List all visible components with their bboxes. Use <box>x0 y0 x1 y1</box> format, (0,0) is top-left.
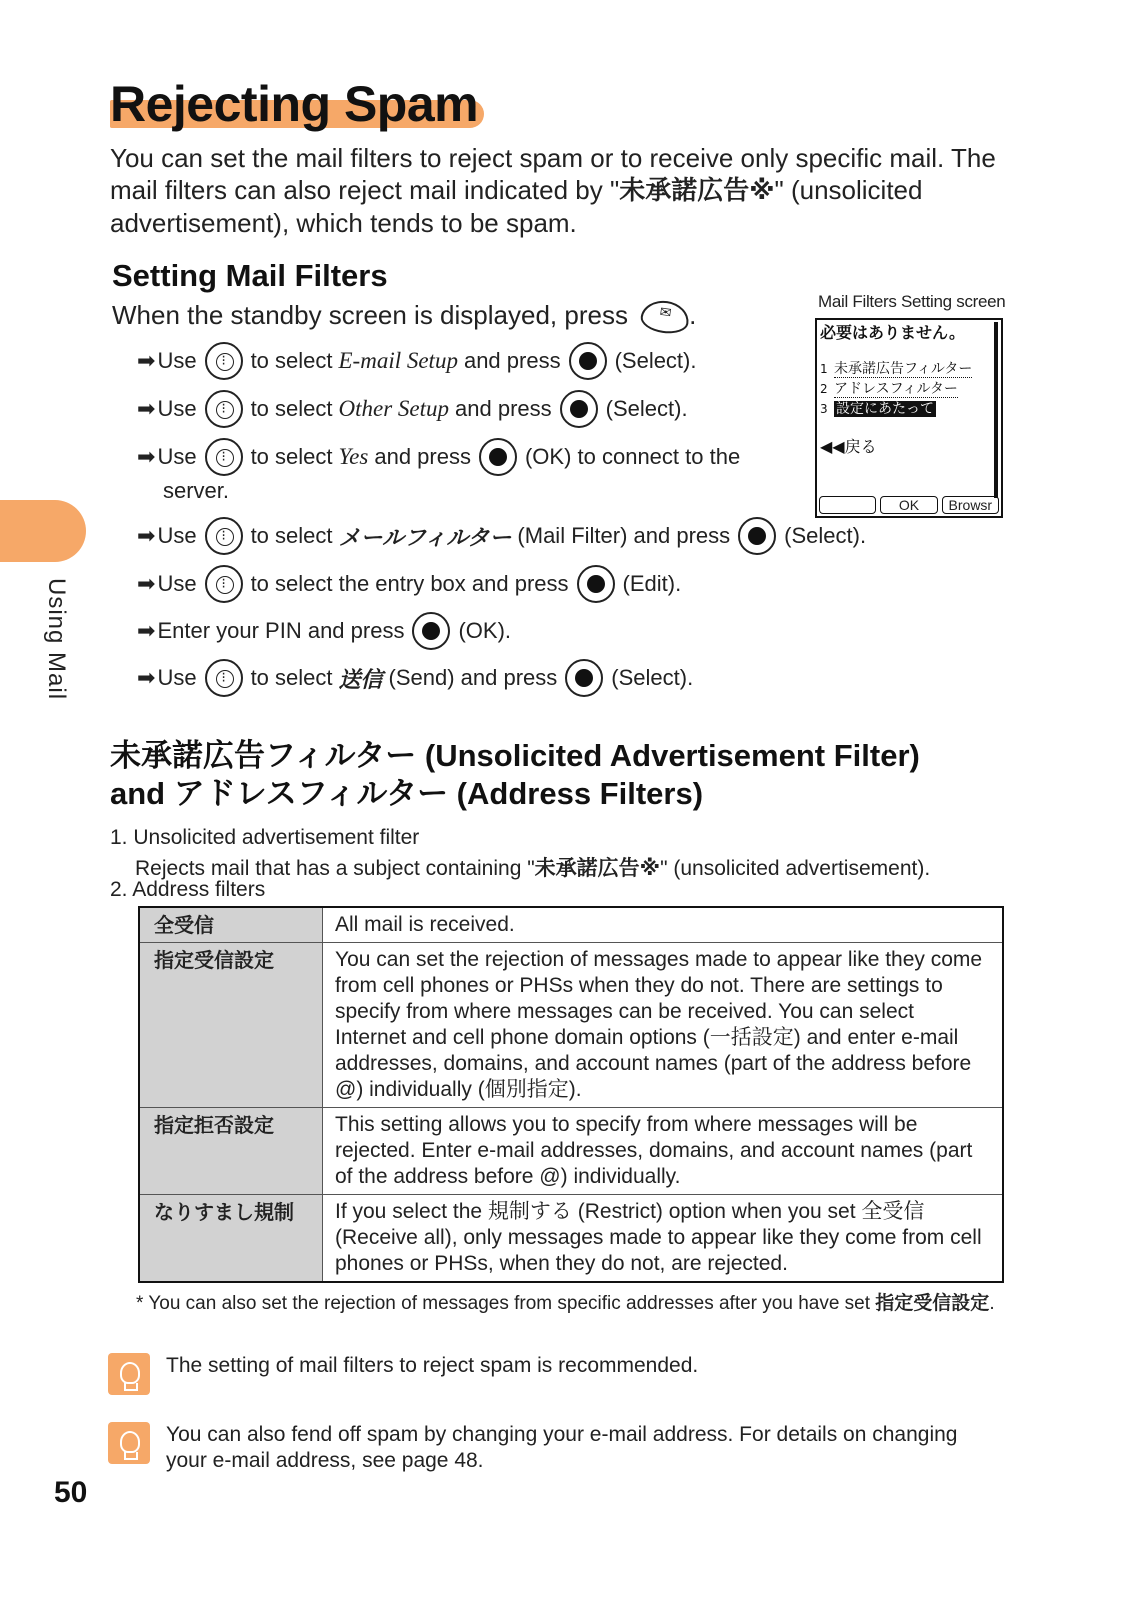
step-text: Use <box>157 571 197 596</box>
step-key-action: (Edit). <box>622 571 682 596</box>
step-4 <box>137 517 866 555</box>
table-value: All mail is received. <box>323 907 1004 943</box>
table-value: You can set the rejection of messages made to appear like they come from cell phones or PHSs when they do not. There are settings to specify from where messages can be received. You can select Internet and cell phone domain options (一括設定) and enter e-mail addresses, domains, and account names (part of the address before @) individually (個別指定). <box>323 943 1004 1108</box>
tip-text: You can also fend off spam by changing your e-mail address. For details on changing your e-mail address, see page 48. <box>166 1423 958 1472</box>
step-key-action: (Select). <box>611 665 694 690</box>
table-key: 指定拒否設定 <box>139 1108 323 1195</box>
center-key-icon <box>577 565 615 603</box>
step-text: to select <box>250 444 333 469</box>
arrow-right-icon: ➡ <box>137 348 156 374</box>
arrow-right-icon: ➡ <box>137 444 156 470</box>
step-text: (Send) and press <box>388 665 558 690</box>
section-heading-line-2: and アドレスフィルター (Address Filters) <box>110 776 704 811</box>
intro-kanji: 未承諾広告※ <box>619 176 775 206</box>
step-text: to select <box>250 665 333 690</box>
arrow-right-icon: ➡ <box>137 665 156 691</box>
screen-scrollbar <box>994 322 998 498</box>
table-key: 指定受信設定 <box>139 943 323 1108</box>
lightbulb-icon <box>108 1353 150 1395</box>
softkey-center: OK <box>880 496 937 514</box>
standby-instruction <box>112 300 696 333</box>
screen-header: 必要はありません。 <box>820 323 965 342</box>
step-text: Use <box>157 523 197 548</box>
step-text: (Mail Filter) and press <box>517 523 731 548</box>
step-text: to select <box>250 523 333 548</box>
step-text: and press <box>374 444 471 469</box>
center-key-icon <box>412 612 450 650</box>
lightbulb-icon <box>108 1422 150 1464</box>
screen-caption: Mail Filters Setting screen <box>818 292 1006 311</box>
section-heading-line-1: 未承諾広告フィルター (Unsolicited Advertisement Filter) <box>110 738 920 773</box>
page-title: Rejecting Spam <box>110 76 479 132</box>
page-number: 50 <box>54 1476 88 1509</box>
step-1 <box>137 342 697 380</box>
menu-item-name: E-mail Setup <box>338 348 458 373</box>
intro-paragraph <box>110 142 1030 239</box>
menu-item-name: 送信 <box>338 667 383 693</box>
step-key-action: (Select). <box>614 348 697 373</box>
list-item-1-title: 1. Unsolicited advertisement filter <box>110 826 420 849</box>
center-key-icon <box>560 390 598 428</box>
step-text: Use <box>157 348 197 373</box>
section-heading-setting-mail-filters: Setting Mail Filters <box>112 258 388 293</box>
intro-text-1: You can set the mail filters to reject spam or to receive only specific mail. The mail filters can also reject mail indicated by " <box>110 143 996 205</box>
menu-item-name: Yes <box>338 444 369 469</box>
tip-text: The setting of mail filters to reject spam is recommended. <box>166 1354 699 1377</box>
step-text: Use <box>157 444 197 469</box>
nav-key-icon <box>205 565 243 603</box>
mail-key-icon <box>639 298 691 336</box>
step-7 <box>137 659 693 697</box>
step-key-action: (Select). <box>784 523 867 548</box>
arrow-right-icon: ➡ <box>137 523 156 549</box>
section-heading-filters <box>110 737 1010 813</box>
step-text: Enter your PIN and press <box>157 618 405 643</box>
softkey-left <box>819 496 876 514</box>
chapter-tab <box>0 500 86 562</box>
menu-item-name: Other Setup <box>338 396 450 421</box>
step-text: and press <box>463 348 561 373</box>
step-key-action: (OK). <box>458 618 512 643</box>
nav-key-icon <box>205 438 243 476</box>
arrow-right-icon: ➡ <box>137 571 156 597</box>
standby-text: When the standby screen is displayed, press <box>112 300 628 330</box>
list-item-1-body: Rejects mail that has a subject containing "未承諾広告※" (unsolicited advertisement). <box>135 856 931 880</box>
arrow-right-icon: ➡ <box>137 618 156 644</box>
table-row <box>139 1108 1003 1195</box>
menu-item-name: メールフィルター <box>338 525 512 551</box>
step-text: to select the entry box and press <box>250 571 569 596</box>
standby-period: . <box>689 300 697 330</box>
screen-item-2: 2 アドレスフィルター <box>820 381 958 397</box>
nav-key-icon <box>205 342 243 380</box>
phone-screen <box>815 318 1003 518</box>
center-key-icon <box>738 517 776 555</box>
softkey-right: Browsr <box>942 496 999 514</box>
step-2 <box>137 390 688 428</box>
table-value: This setting allows you to specify from where messages will be rejected. Enter e-mail addresses, domains, and account names (part of the address before @) individually. <box>323 1108 1004 1195</box>
center-key-icon <box>569 342 607 380</box>
table-row <box>139 907 1003 943</box>
table-key: 全受信 <box>139 907 323 943</box>
arrow-right-icon: ➡ <box>137 396 156 422</box>
screen-item-1: 1 未承諾広告フィルター <box>820 361 973 377</box>
screen-item-3: 3 設定にあたって <box>820 401 934 417</box>
table-key: なりすまし規制 <box>139 1195 323 1283</box>
step-6 <box>137 612 511 650</box>
step-key-action: (OK) to connect to the <box>524 444 741 469</box>
step-3-continuation: server. <box>163 478 230 503</box>
step-5 <box>137 565 681 603</box>
step-text: to select <box>250 348 333 373</box>
step-3 <box>137 438 740 476</box>
step-text: to select <box>250 396 333 421</box>
chapter-label: Using Mail <box>43 578 70 701</box>
nav-key-icon <box>205 517 243 555</box>
step-key-action: (Select). <box>605 396 688 421</box>
title-block <box>110 76 478 132</box>
address-filter-table <box>138 906 1004 1283</box>
step-text: Use <box>157 665 197 690</box>
list-item-2-title: 2. Address filters <box>110 878 266 901</box>
table-row <box>139 943 1003 1108</box>
screen-softkeys <box>819 496 999 514</box>
nav-key-icon <box>205 390 243 428</box>
center-key-icon <box>479 438 517 476</box>
nav-key-icon <box>205 659 243 697</box>
table-row <box>139 1195 1003 1283</box>
center-key-icon <box>565 659 603 697</box>
intro-text-2: " (unsolicited advertisement), which tends to be spam. <box>110 175 923 238</box>
screen-back: ◀◀戻る <box>820 437 877 456</box>
step-text: and press <box>455 396 552 421</box>
table-value: If you select the 規制する (Restrict) option when you set 全受信 (Receive all), only messages made to appear like they come from cell phones or PHSs, when they do not, are rejected. <box>323 1195 1004 1283</box>
step-text: Use <box>157 396 197 421</box>
footnote: * You can also set the rejection of messages from specific addresses after you have set 指定受信設定. <box>136 1292 995 1314</box>
